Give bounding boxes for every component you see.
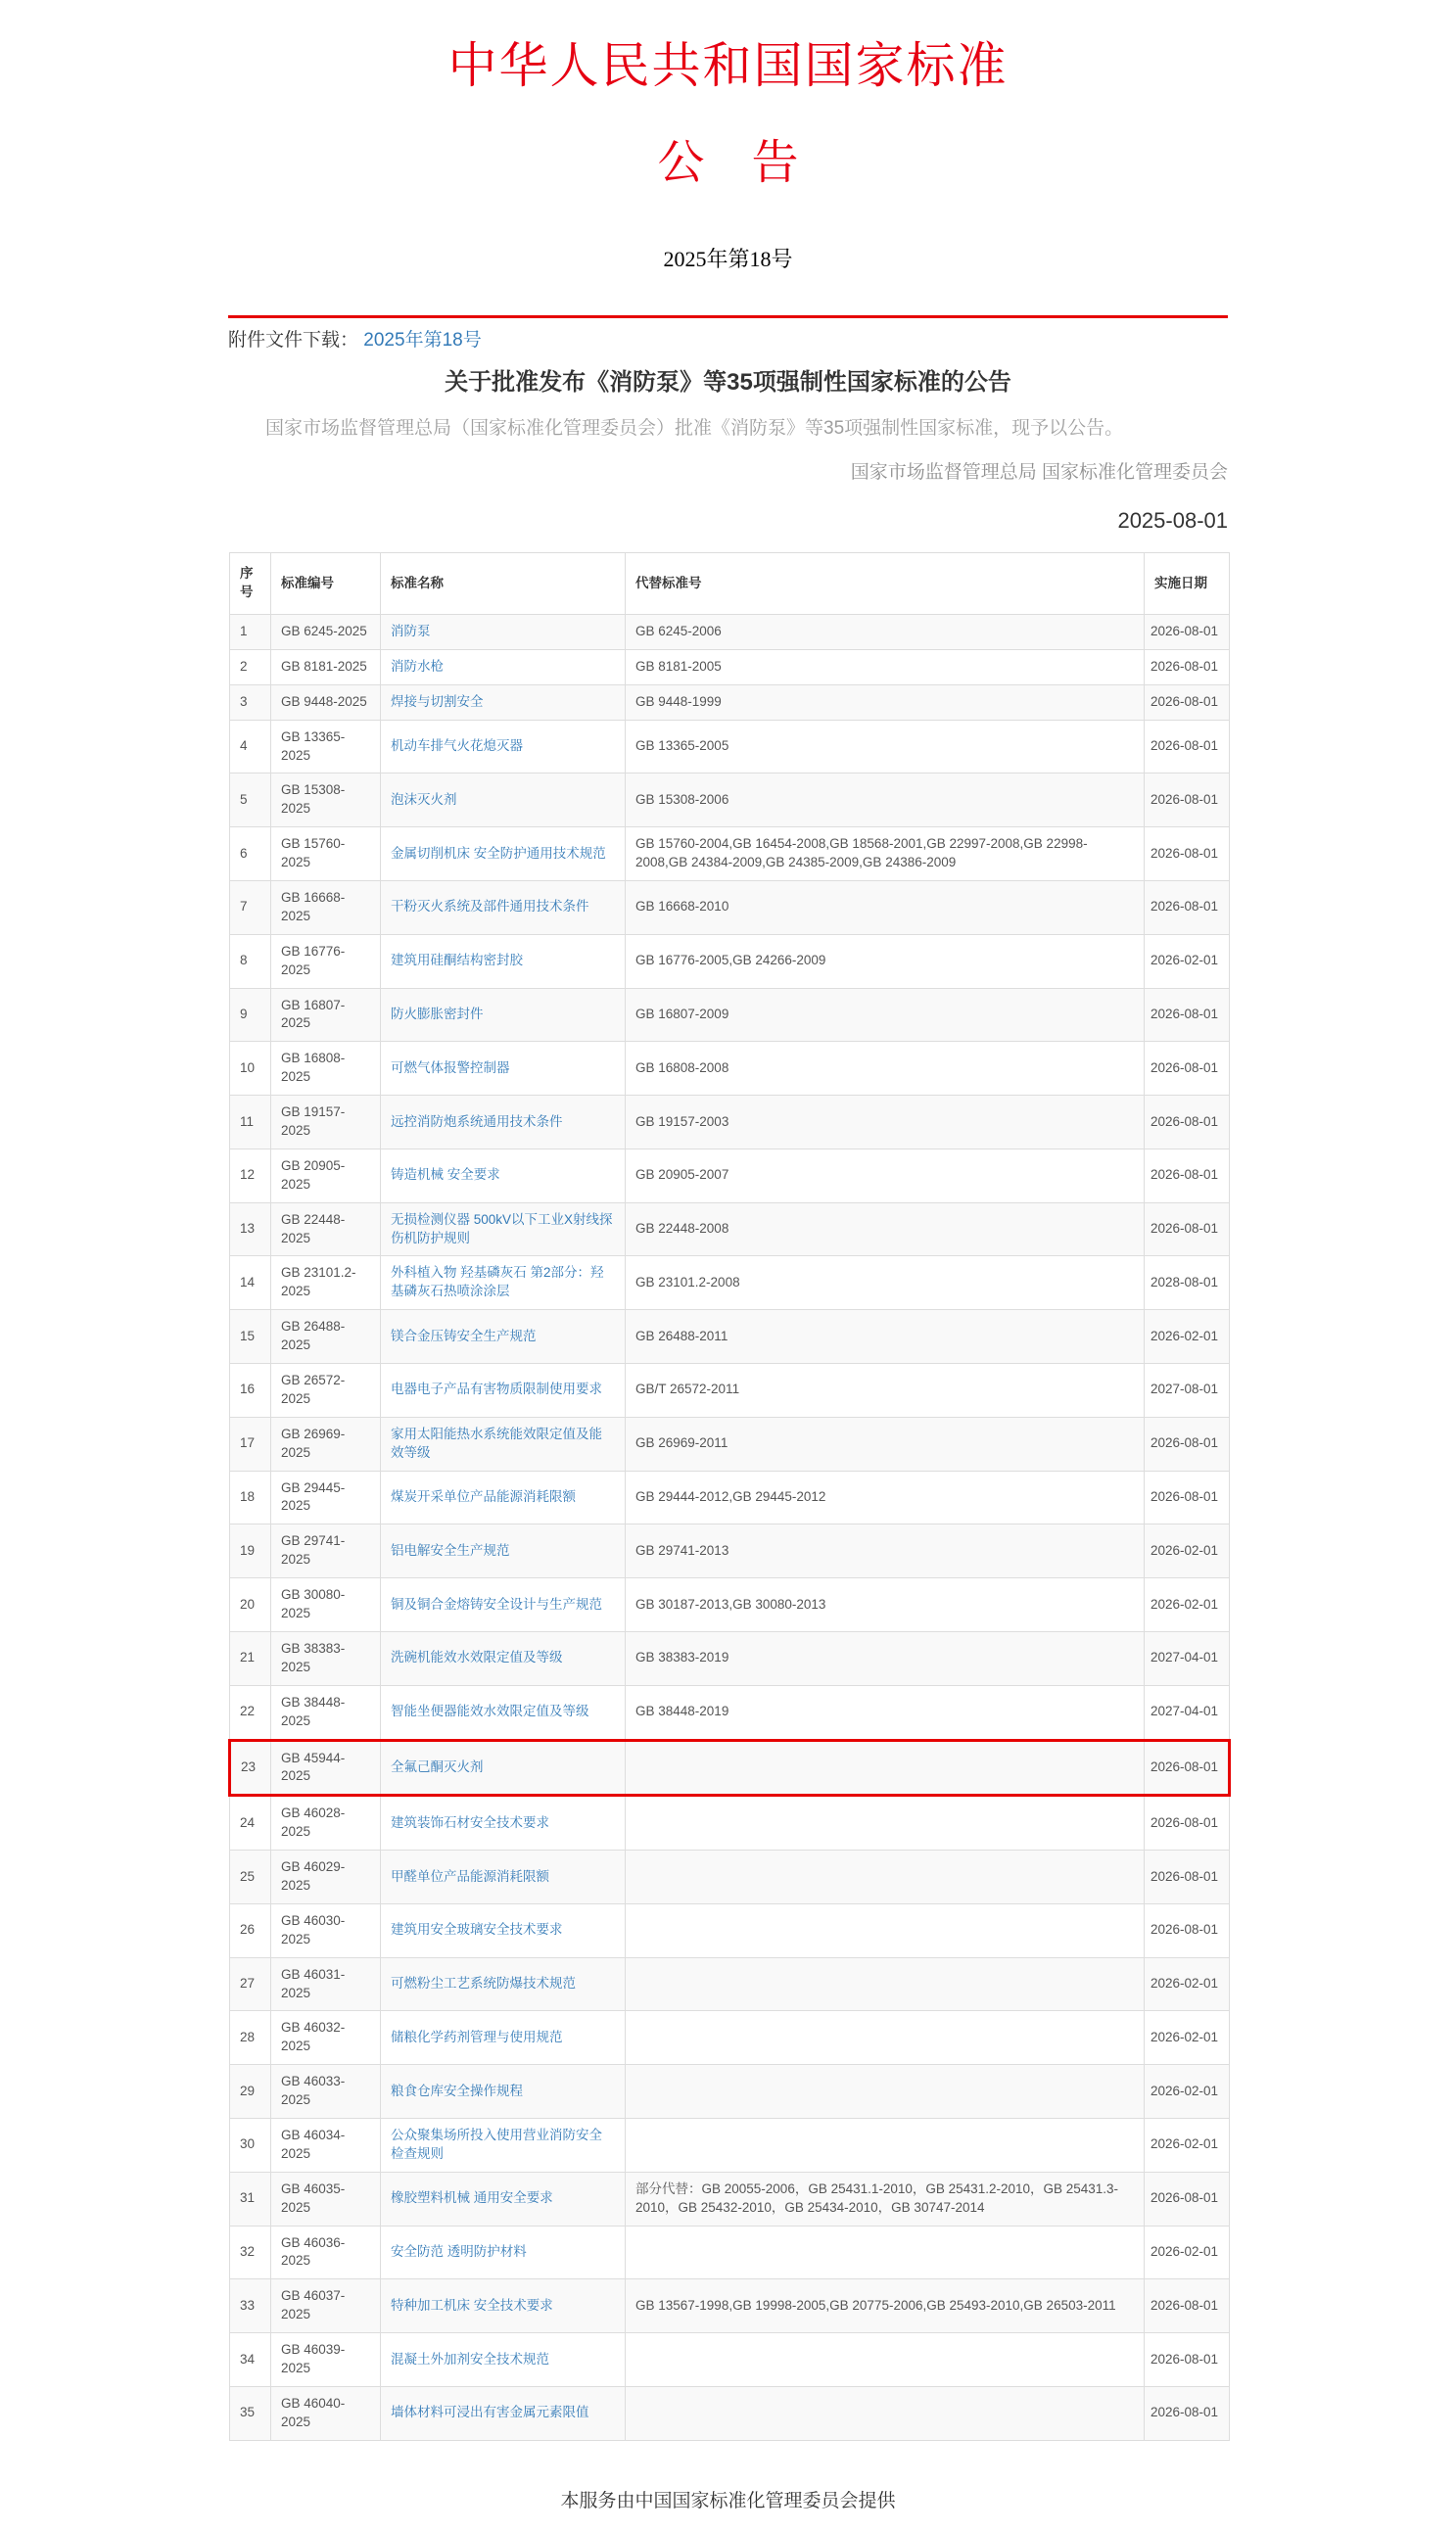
header-replaces: 代替标准号 [626,553,1145,615]
standard-name-link[interactable]: 公众聚集场所投入使用营业消防安全检查规则 [391,2127,602,2161]
table-row [230,1417,1230,1471]
date-cell: 2026-08-01 [1145,1851,1230,1904]
code-cell: GB 46031-2025 [271,1957,381,2011]
code-cell: GB 6245-2025 [271,614,381,649]
name-cell [381,684,626,720]
name-cell [381,881,626,935]
standard-name-link[interactable]: 防火膨胀密封件 [391,1007,484,1021]
date-cell: 2026-08-01 [1145,1471,1230,1524]
standard-name-link[interactable]: 粮食仓库安全操作规程 [391,2083,523,2098]
standards-table [228,552,1231,2440]
seq-cell: 18 [230,1471,271,1524]
code-cell: GB 46040-2025 [271,2386,381,2440]
code-cell: GB 15760-2025 [271,827,381,881]
seq-cell: 21 [230,1631,271,1685]
replaces-cell: GB 13365-2005 [626,720,1145,774]
replaces-cell [626,1740,1145,1796]
attachment-link[interactable]: 2025年第18号 [363,330,482,352]
name-cell [381,1851,626,1904]
name-cell [381,2065,626,2119]
date-cell: 2026-02-01 [1145,2065,1230,2119]
name-cell [381,649,626,684]
table-row [230,720,1230,774]
standard-name-link[interactable]: 全氟己酮灭火剂 [391,1758,484,1774]
name-cell [381,1524,626,1578]
replaces-cell [626,2333,1145,2387]
code-cell: GB 46034-2025 [271,2118,381,2172]
name-cell [381,1796,626,1851]
seq-cell: 5 [230,774,271,827]
standard-name-link[interactable]: 远控消防炮系统通用技术条件 [391,1113,563,1129]
replaces-cell [626,1903,1145,1957]
date-cell: 2026-08-01 [1145,1903,1230,1957]
standard-name-link[interactable]: 铸造机械 安全要求 [391,1167,500,1183]
code-cell: GB 16776-2025 [271,934,381,988]
seq-cell: 12 [230,1149,271,1202]
table-row [230,1256,1230,1310]
standard-name-link[interactable]: 金属切削机床 安全防护通用技术规范 [391,845,606,861]
header-date: 实施日期 [1145,553,1230,615]
seq-cell: 31 [230,2172,271,2226]
code-cell: GB 13365-2025 [271,720,381,774]
code-cell: GB 26488-2025 [271,1310,381,1364]
name-cell [381,934,626,988]
name-cell [381,1364,626,1418]
code-cell: GB 16668-2025 [271,881,381,935]
code-cell: GB 15308-2025 [271,774,381,827]
table-row [230,1149,1230,1202]
table-row [230,774,1230,827]
standard-name-link[interactable]: 建筑用硅酮结构密封胶 [391,953,523,968]
date-cell: 2026-08-01 [1145,614,1230,649]
standard-name-link[interactable]: 可燃粉尘工艺系统防爆技术规范 [391,1976,576,1992]
table-row [230,1310,1230,1364]
table-row [230,1957,1230,2011]
seq-cell: 6 [230,827,271,881]
code-cell: GB 46032-2025 [271,2011,381,2065]
attachment-label: 附件文件下载： [228,330,359,352]
code-cell: GB 26572-2025 [271,1364,381,1418]
table-row [230,1096,1230,1149]
standard-name-link[interactable]: 外科植入物 羟基磷灰石 第2部分：羟基磷灰石热喷涂涂层 [391,1265,604,1299]
table-row [230,1524,1230,1578]
standard-name-link[interactable]: 镁合金压铸安全生产规范 [391,1328,537,1343]
replaces-cell [626,1851,1145,1904]
table-row [230,2118,1230,2172]
page-subtitle: 公 告 [657,137,799,189]
seq-cell: 2 [230,649,271,684]
standard-name-link[interactable]: 煤炭开采单位产品能源消耗限额 [391,1489,576,1505]
seq-cell: 4 [230,720,271,774]
code-cell: GB 16808-2025 [271,1042,381,1096]
replaces-cell: GB 16776-2005,GB 24266-2009 [626,934,1145,988]
seq-cell: 20 [230,1578,271,1632]
replaces-cell [626,2226,1145,2279]
replaces-cell [626,2065,1145,2119]
signature-date: 2025-08-01 [1117,507,1228,533]
name-cell [381,2011,626,2065]
code-cell: GB 8181-2025 [271,649,381,684]
name-cell [381,1631,626,1685]
standard-name-link[interactable]: 铝电解安全生产规范 [391,1542,510,1558]
replaces-cell: GB 16807-2009 [626,988,1145,1042]
seq-cell: 13 [230,1202,271,1256]
seq-cell: 1 [230,614,271,649]
table-row [230,2279,1230,2333]
name-cell [381,827,626,881]
standard-name-link[interactable]: 消防泵 [391,623,431,638]
table-row-highlighted [230,1740,1230,1796]
name-cell [381,2279,626,2333]
code-cell: GB 46035-2025 [271,2172,381,2226]
name-cell [381,1256,626,1310]
code-cell: GB 29741-2025 [271,1524,381,1578]
standard-name-link[interactable]: 焊接与切割安全 [391,693,484,709]
date-cell: 2026-08-01 [1145,720,1230,774]
standard-name-link[interactable]: 泡沫灭火剂 [391,791,457,807]
table-row [230,2065,1230,2119]
replaces-cell: GB 38383-2019 [626,1631,1145,1685]
standard-name-link[interactable]: 甲醛单位产品能源消耗限额 [391,1868,549,1884]
table-row [230,684,1230,720]
code-cell: GB 29445-2025 [271,1471,381,1524]
code-cell: GB 19157-2025 [271,1096,381,1149]
replaces-cell: GB 9448-1999 [626,684,1145,720]
date-cell: 2026-02-01 [1145,2011,1230,2065]
seq-cell: 11 [230,1096,271,1149]
attachment-download-bar [228,315,1228,352]
code-cell: GB 46036-2025 [271,2226,381,2279]
seq-cell: 9 [230,988,271,1042]
replaces-cell: GB 15308-2006 [626,774,1145,827]
replaces-cell [626,2118,1145,2172]
date-cell: 2026-02-01 [1145,1310,1230,1364]
replaces-cell: GB 19157-2003 [626,1096,1145,1149]
date-cell: 2026-08-01 [1145,827,1230,881]
code-cell: GB 38383-2025 [271,1631,381,1685]
code-cell: GB 46028-2025 [271,1796,381,1851]
name-cell [381,2172,626,2226]
code-cell: GB 22448-2025 [271,1202,381,1256]
standard-name-link[interactable]: 家用太阳能热水系统能效限定值及能效等级 [391,1426,602,1460]
date-cell: 2026-08-01 [1145,881,1230,935]
announcement-body: 国家市场监督管理总局（国家标准化管理委员会）批准《消防泵》等35项强制性国家标准，现予以公告。 [265,418,1124,440]
code-cell: GB 46030-2025 [271,1903,381,1957]
date-cell: 2026-08-01 [1145,649,1230,684]
seq-cell: 15 [230,1310,271,1364]
replaces-cell [626,1957,1145,2011]
table-row [230,1851,1230,1904]
issue-number: 2025年第18号 [663,246,793,271]
standard-name-link[interactable]: 建筑装饰石材安全技术要求 [391,1814,549,1830]
table-header-row [230,553,1230,615]
name-cell [381,1578,626,1632]
table-row [230,1042,1230,1096]
standard-name-link[interactable]: 储粮化学药剂管理与使用规范 [391,2029,563,2044]
code-cell: GB 46037-2025 [271,2279,381,2333]
date-cell: 2028-08-01 [1145,1256,1230,1310]
seq-cell: 8 [230,934,271,988]
date-cell: 2027-08-01 [1145,1364,1230,1418]
table-row [230,2386,1230,2440]
code-cell: GB 46039-2025 [271,2333,381,2387]
replaces-cell: GB 38448-2019 [626,1685,1145,1740]
table-row [230,614,1230,649]
date-cell: 2026-02-01 [1145,934,1230,988]
seq-cell: 25 [230,1851,271,1904]
table-row [230,1631,1230,1685]
code-cell: GB 46033-2025 [271,2065,381,2119]
date-cell: 2026-08-01 [1145,1796,1230,1851]
seq-cell: 23 [230,1740,271,1796]
standard-name-link[interactable]: 特种加工机床 安全技术要求 [391,2297,553,2313]
code-cell: GB 9448-2025 [271,684,381,720]
date-cell: 2027-04-01 [1145,1631,1230,1685]
seq-cell: 26 [230,1903,271,1957]
standard-name-link[interactable]: 铜及铜合金熔铸安全设计与生产规范 [391,1596,602,1612]
date-cell: 2026-08-01 [1145,2279,1230,2333]
replaces-cell: GB 16808-2008 [626,1042,1145,1096]
table-row [230,2226,1230,2279]
date-cell: 2026-08-01 [1145,1096,1230,1149]
name-cell [381,720,626,774]
code-cell: GB 38448-2025 [271,1685,381,1740]
replaces-cell [626,2386,1145,2440]
replaces-cell [626,1796,1145,1851]
replaces-cell: GB 13567-1998,GB 19998-2005,GB 20775-2006,GB 25493-2010,GB 26503-2011 [626,2279,1145,2333]
standard-name-link[interactable]: 混凝土外加剂安全技术规范 [391,2351,549,2367]
standards-table-body [230,614,1230,2440]
name-cell [381,1096,626,1149]
header-name: 标准名称 [381,553,626,615]
code-cell: GB 23101.2-2025 [271,1256,381,1310]
date-cell: 2026-08-01 [1145,1417,1230,1471]
code-cell: GB 46029-2025 [271,1851,381,1904]
standard-name-link[interactable]: 可燃气体报警控制器 [391,1059,510,1075]
page-title: 中华人民共和国国家标准 [447,38,1009,93]
standard-name-link[interactable]: 电器电子产品有害物质限制使用要求 [391,1382,602,1397]
seq-cell: 30 [230,2118,271,2172]
header-code: 标准编号 [271,553,381,615]
seq-cell: 28 [230,2011,271,2065]
date-cell: 2026-08-01 [1145,2172,1230,2226]
seq-cell: 32 [230,2226,271,2279]
name-cell [381,1310,626,1364]
seq-cell: 10 [230,1042,271,1096]
table-row [230,1796,1230,1851]
standard-name-link[interactable]: 消防水枪 [391,658,444,674]
name-cell [381,1202,626,1256]
date-cell: 2026-02-01 [1145,2226,1230,2279]
table-row [230,1202,1230,1256]
seq-cell: 22 [230,1685,271,1740]
standard-name-link[interactable]: 无损检测仪器 500kV以下工业X射线探伤机防护规则 [391,1211,613,1245]
seq-cell: 3 [230,684,271,720]
seq-cell: 17 [230,1417,271,1471]
date-cell: 2026-08-01 [1145,2386,1230,2440]
date-cell: 2026-02-01 [1145,1957,1230,2011]
standard-name-link[interactable]: 干粉灭火系统及部件通用技术条件 [391,899,589,914]
standard-name-link[interactable]: 机动车排气火花熄灭器 [391,738,523,754]
date-cell: 2026-08-01 [1145,684,1230,720]
announcement-page [228,0,1228,2532]
seq-cell: 29 [230,2065,271,2119]
date-cell: 2026-08-01 [1145,1042,1230,1096]
replaces-cell: GB 30187-2013,GB 30080-2013 [626,1578,1145,1632]
code-cell: GB 30080-2025 [271,1578,381,1632]
replaces-cell [626,2011,1145,2065]
standard-name-link[interactable]: 建筑用安全玻璃安全技术要求 [391,1922,563,1938]
replaces-cell: GB 26969-2011 [626,1417,1145,1471]
table-row [230,2011,1230,2065]
code-cell: GB 45944-2025 [271,1740,381,1796]
table-row [230,649,1230,684]
seq-cell: 33 [230,2279,271,2333]
announcement-title: 关于批准发布《消防泵》等35项强制性国家标准的公告 [445,369,1011,397]
replaces-cell: GB 20905-2007 [626,1149,1145,1202]
seq-cell: 27 [230,1957,271,2011]
replaces-cell: GB 6245-2006 [626,614,1145,649]
name-cell [381,1042,626,1096]
standard-name-link[interactable]: 洗碗机能效水效限定值及等级 [391,1650,563,1665]
date-cell: 2027-04-01 [1145,1685,1230,1740]
replaces-cell: GB 23101.2-2008 [626,1256,1145,1310]
seq-cell: 24 [230,1796,271,1851]
table-row [230,1685,1230,1740]
name-cell [381,1685,626,1740]
footer-note: 本服务由中国国家标准化管理委员会提供 [560,2490,896,2511]
name-cell [381,2118,626,2172]
standard-name-link[interactable]: 智能坐便器能效水效限定值及等级 [391,1704,589,1719]
code-cell: GB 26969-2025 [271,1417,381,1471]
replaces-cell: GB 15760-2004,GB 16454-2008,GB 18568-2001,GB 22997-2008,GB 22998-2008,GB 24384-2009,GB 24385-2009,GB 24386-2009 [626,827,1145,881]
name-cell [381,2386,626,2440]
header-seq: 序号 [230,553,271,615]
name-cell [381,614,626,649]
name-cell [381,2333,626,2387]
seq-cell: 19 [230,1524,271,1578]
code-cell: GB 20905-2025 [271,1149,381,1202]
name-cell [381,1417,626,1471]
date-cell: 2026-02-01 [1145,1578,1230,1632]
table-row [230,1903,1230,1957]
replaces-cell: GB 26488-2011 [626,1310,1145,1364]
date-cell: 2026-08-01 [1145,1740,1230,1796]
table-row [230,2172,1230,2226]
standard-name-link[interactable]: 橡胶塑料机械 通用安全要求 [391,2190,553,2206]
seq-cell: 35 [230,2386,271,2440]
standard-name-link[interactable]: 安全防范 透明防护材料 [391,2243,527,2259]
replaces-cell: 部分代替：GB 20055-2006，GB 25431.1-2010，GB 25431.2-2010，GB 25431.3-2010，GB 25432-2010，GB 25434-2010，GB 30747-2014 [626,2172,1145,2226]
table-row [230,1471,1230,1524]
table-row [230,988,1230,1042]
seq-cell: 14 [230,1256,271,1310]
replaces-cell: GB 29741-2013 [626,1524,1145,1578]
name-cell [381,2226,626,2279]
date-cell: 2026-08-01 [1145,1149,1230,1202]
standard-name-link[interactable]: 墙体材料可浸出有害金属元素限值 [391,2405,589,2420]
seq-cell: 7 [230,881,271,935]
seq-cell: 34 [230,2333,271,2387]
replaces-cell: GB/T 26572-2011 [626,1364,1145,1418]
replaces-cell: GB 22448-2008 [626,1202,1145,1256]
date-cell: 2026-08-01 [1145,988,1230,1042]
name-cell [381,1149,626,1202]
date-cell: 2026-08-01 [1145,2333,1230,2387]
date-cell: 2026-02-01 [1145,1524,1230,1578]
name-cell [381,1903,626,1957]
table-row [230,934,1230,988]
table-row [230,2333,1230,2387]
name-cell [381,1471,626,1524]
seq-cell: 16 [230,1364,271,1418]
replaces-cell: GB 29444-2012,GB 29445-2012 [626,1471,1145,1524]
table-row [230,1364,1230,1418]
name-cell [381,1957,626,2011]
table-row [230,881,1230,935]
code-cell: GB 16807-2025 [271,988,381,1042]
replaces-cell: GB 16668-2010 [626,881,1145,935]
name-cell [381,774,626,827]
table-row [230,1578,1230,1632]
replaces-cell: GB 8181-2005 [626,649,1145,684]
date-cell: 2026-02-01 [1145,2118,1230,2172]
name-cell [381,988,626,1042]
date-cell: 2026-08-01 [1145,1202,1230,1256]
name-cell [381,1740,626,1796]
issuer-signature: 国家市场监督管理总局 国家标准化管理委员会 [850,461,1228,483]
table-row [230,827,1230,881]
date-cell: 2026-08-01 [1145,774,1230,827]
